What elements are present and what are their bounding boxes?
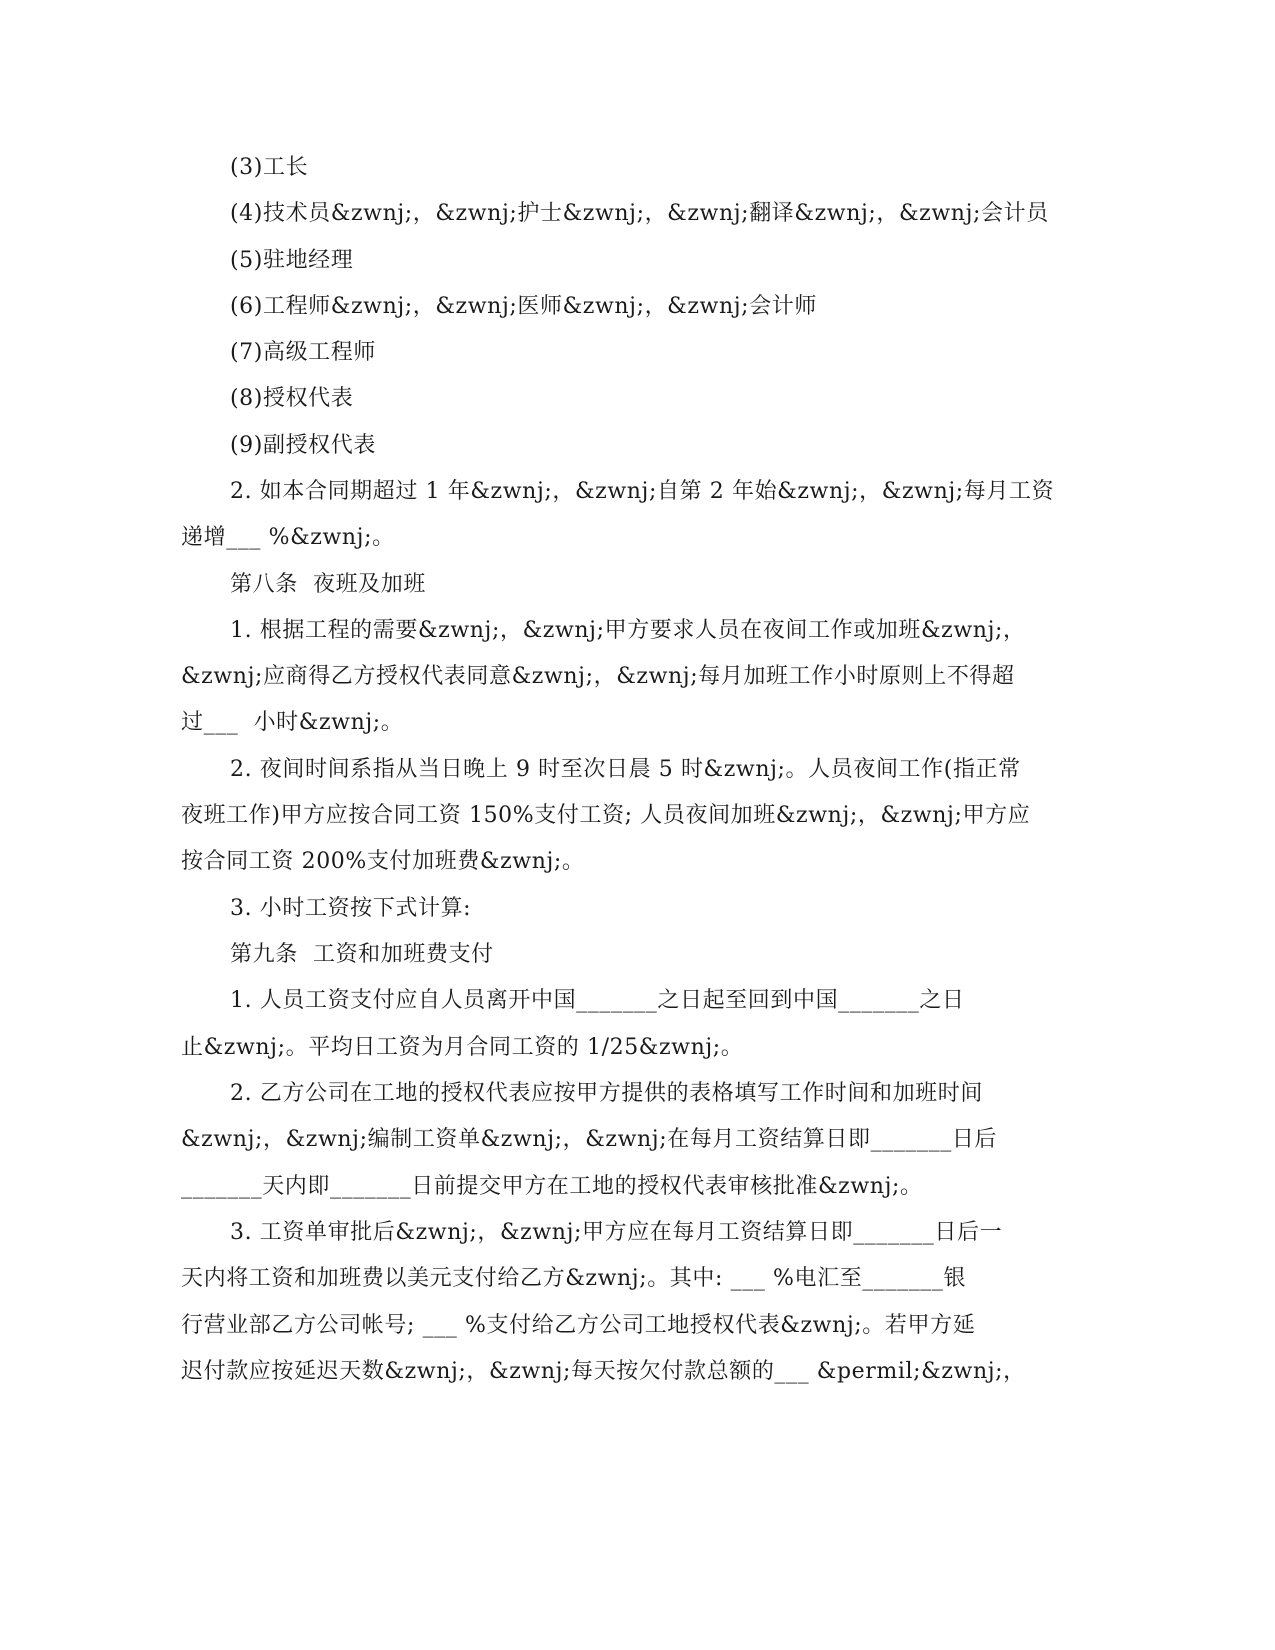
- paragraph-line: 天内将工资和加班费以美元支付给乙方&zwnj;。其中: ___ %电汇至_______银: [181, 1266, 967, 1291]
- paragraph-line: &zwnj;应商得乙方授权代表同意&zwnj;，&zwnj;每月加班工作小时原则上不得超: [181, 664, 1015, 689]
- list-item-technician: (4)技术员&zwnj;，&zwnj;护士&zwnj;，&zwnj;翻译&zwnj;，&zwnj;会计员: [230, 201, 1049, 226]
- paragraph-line: 3. 工资单审批后&zwnj;，&zwnj;甲方应在每月工资结算日即_______日后一: [230, 1220, 1003, 1245]
- list-item-engineer: (6)工程师&zwnj;，&zwnj;医师&zwnj;，&zwnj;会计师: [230, 294, 817, 319]
- paragraph-line: 1. 根据工程的需要&zwnj;，&zwnj;甲方要求人员在夜间工作或加班&zwnj;，: [230, 618, 1026, 643]
- paragraph-line: 2. 如本合同期超过 1 年&zwnj;，&zwnj;自第 2 年始&zwnj;，&zwnj;每月工资: [230, 479, 1055, 504]
- paragraph-line: 止&zwnj;。平均日工资为月合同工资的 1/25&zwnj;。: [181, 1035, 744, 1060]
- list-item-senior-engineer: (7)高级工程师: [230, 340, 376, 365]
- list-item-deputy-rep: (9)副授权代表: [230, 433, 376, 458]
- paragraph-line: 2. 夜间时间系指从当日晚上 9 时至次日晨 5 时&zwnj;。人员夜间工作(指正常: [230, 757, 1021, 782]
- paragraph-line: &zwnj;，&zwnj;编制工资单&zwnj;，&zwnj;在每月工资结算日即_______日后: [181, 1127, 998, 1152]
- list-item-authorized-rep: (8)授权代表: [230, 386, 354, 411]
- list-item-foreman: (3)工长: [230, 155, 309, 180]
- paragraph-line: 行营业部乙方公司帐号; ___ %支付给乙方公司工地授权代表&zwnj;。若甲方延: [181, 1313, 976, 1338]
- section-heading-article-8: 第八条 夜班及加班: [230, 572, 426, 597]
- paragraph-line: _______天内即_______日前提交甲方在工地的授权代表审核批准&zwnj;。: [181, 1174, 923, 1199]
- paragraph-line: 2. 乙方公司在工地的授权代表应按甲方提供的表格填写工作时间和加班时间: [230, 1081, 983, 1106]
- paragraph-line: 递增___ %&zwnj;。: [181, 525, 395, 550]
- paragraph-line: 迟付款应按延迟天数&zwnj;，&zwnj;每天按欠付款总额的___ &permil;&zwnj;，: [181, 1359, 1026, 1384]
- paragraph-line: 夜班工作)甲方应按合同工资 150%支付工资; 人员夜间加班&zwnj;，&zwnj;甲方应: [181, 803, 1031, 828]
- list-item-site-manager: (5)驻地经理: [230, 248, 354, 273]
- section-heading-article-9: 第九条 工资和加班费支付: [230, 942, 494, 967]
- paragraph-line: 按合同工资 200%支付加班费&zwnj;。: [181, 849, 585, 874]
- paragraph-line: 1. 人员工资支付应自人员离开中国_______之日起至回到中国_______之日: [230, 988, 965, 1013]
- paragraph-line: 过___ 小时&zwnj;。: [181, 710, 404, 735]
- paragraph-line: 3. 小时工资按下式计算:: [230, 896, 472, 921]
